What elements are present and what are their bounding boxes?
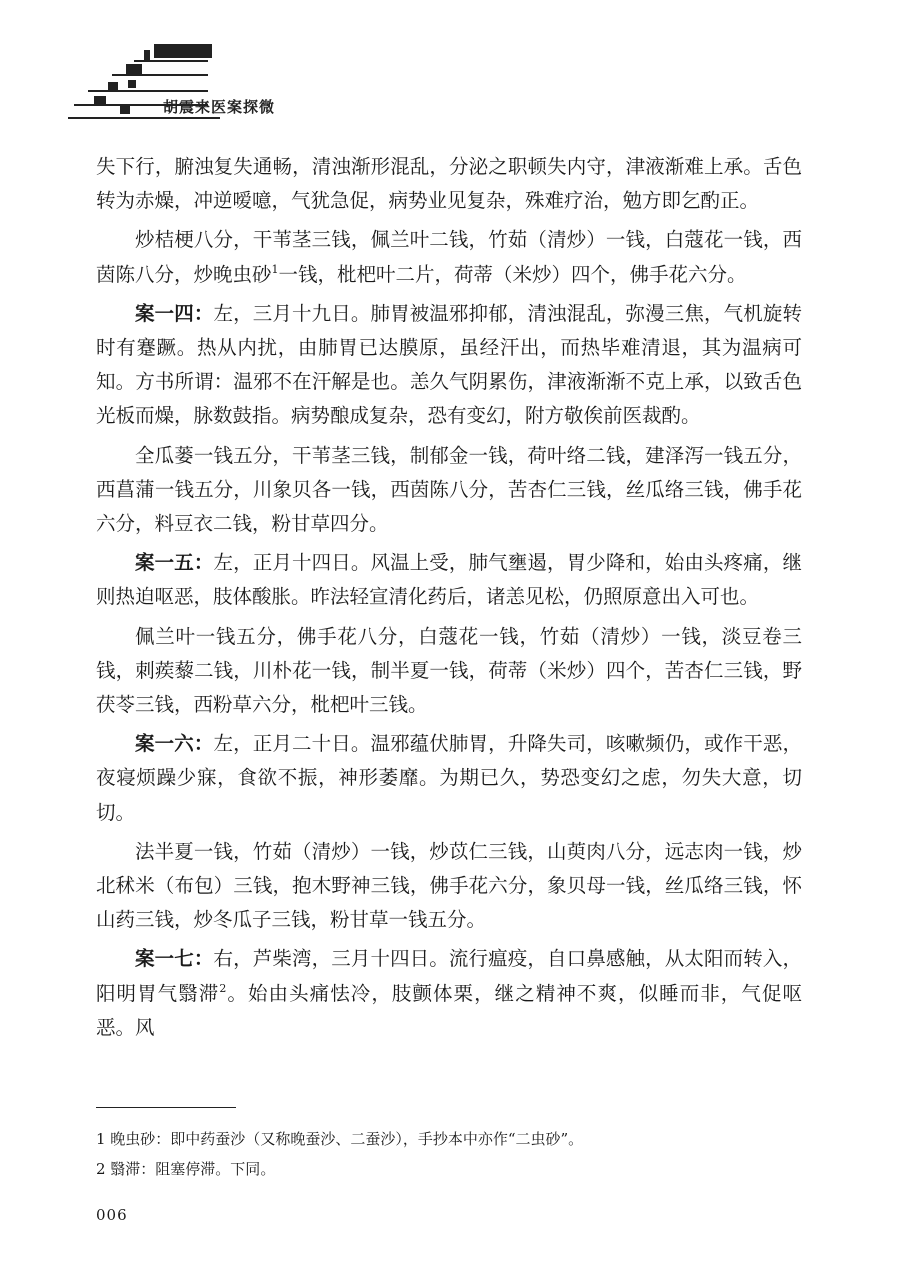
header-rule [68,117,220,119]
paragraph-continuation [96,150,802,218]
case-label: 案一四： [135,301,214,325]
paragraph-text: 全瓜蒌一钱五分，干苇茎三钱，制郁金一钱，荷叶络二钱，建泽泻一钱五分，西菖蒲一钱五分，川象贝各一钱，西茵陈八分，苦杏仁三钱，丝瓜络三钱，佛手花六分，料豆衣二钱，粉甘草四分。 [96,443,802,536]
main-text [96,150,802,1050]
footnote-ref-1: 1 [271,262,279,276]
footnote-ref-2: 2 [219,981,227,995]
paragraph-text: 左，正月十四日。风温上受，肺气壅遏，胃少降和，始由头疼痛，继则热迫呕恶，肢体酸胀。昨法轻宣清化药后，诸恙见松，仍照原意出入可也。 [96,551,802,609]
case-paragraph-17 [96,942,802,1045]
case-label: 案一六： [135,732,214,756]
prescription-paragraph [96,620,802,723]
running-header-title: 胡震来医案探微 [163,98,276,116]
footnote-1: 1 晚虫砂：即中药蚕沙（又称晚蚕沙、二蚕沙），手抄本中亦作“二虫砂”。 [96,1130,584,1148]
page-number: 006 [96,1206,128,1224]
paragraph-text: 一钱，枇杷叶二片，荷蒂（米炒）四个，佛手花六分。 [278,262,747,286]
footnotes [96,1124,802,1184]
paragraph-text: 右，芦柴湾，三月十四日。流行瘟疫，自口鼻感触，从太阳而转入，阳明胃气翳滞 [96,947,802,1005]
paragraph-text: 左，正月二十日。温邪蕴伏肺胃，升降失司，咳嗽频仍，或作干恶，夜寝烦躁少寐，食欲不振，神形萎靡。为期已久，势恐变幻之虑，勿失大意，切切。 [96,732,802,824]
case-paragraph-16 [96,727,802,830]
prescription-paragraph [96,835,802,938]
footnote-rule [96,1107,236,1108]
case-label: 案一五： [135,551,214,575]
paragraph-text: 佩兰叶一钱五分，佛手花八分，白蔻花一钱，竹茹（清炒）一钱，淡豆卷三钱，刺蒺藜二钱，川朴花一钱，制半夏一钱，荷蒂（米炒）四个，苦杏仁三钱，野茯苓三钱，西粉草六分，枇杷叶三钱。 [96,624,802,717]
paragraph-text: 法半夏一钱，竹茹（清炒）一钱，炒苡仁三钱，山萸肉八分，远志肉一钱，炒北秫米（布包）三钱，抱木野神三钱，佛手花六分，象贝母一钱，丝瓜络三钱，怀山药三钱，炒冬瓜子三钱，粉甘草一钱五分。 [96,839,802,932]
footnote-2: 2 翳滞：阻塞停滞。下同。 [96,1160,276,1178]
paragraph-text: 炒桔梗八分，干苇茎三钱，佩兰叶二钱，竹茹（清炒）一钱，白蔻花一钱，西茵陈八分，炒晚虫砂 [96,228,802,286]
case-label: 案一七： [135,947,214,971]
paragraph-text: 左，三月十九日。肺胃被温邪抑郁，清浊混乱，弥漫三焦，气机旋转时有蹇蹶。热从内扰，由肺胃已达膜原，虽经汗出，而热毕难清退，其为温病可知。方书所谓：温邪不在汗解是也。恙久气阴累伤，津液渐渐不克上承，以致舌色光板而燥，脉数鼓指。病势酿成复杂，恐有变幻，附方敬俟前医裁酌。 [96,301,802,428]
paragraph-text: 失下行，腑浊复失通畅，清浊渐形混乱，分泌之职顿失内守，津液渐难上承。舌色转为赤燥，冲逆嗳噫，气犹急促，病势业见复杂，殊难疗治，勉方即乞酌正。 [96,155,802,213]
case-paragraph-15 [96,546,802,614]
paragraph-text: 。始由头痛怯冷，肢颤体栗，继之精神不爽，似睡而非，气促呕恶。风 [96,981,802,1039]
case-paragraph-14 [96,297,802,434]
prescription-paragraph [96,223,802,291]
prescription-paragraph [96,439,802,542]
